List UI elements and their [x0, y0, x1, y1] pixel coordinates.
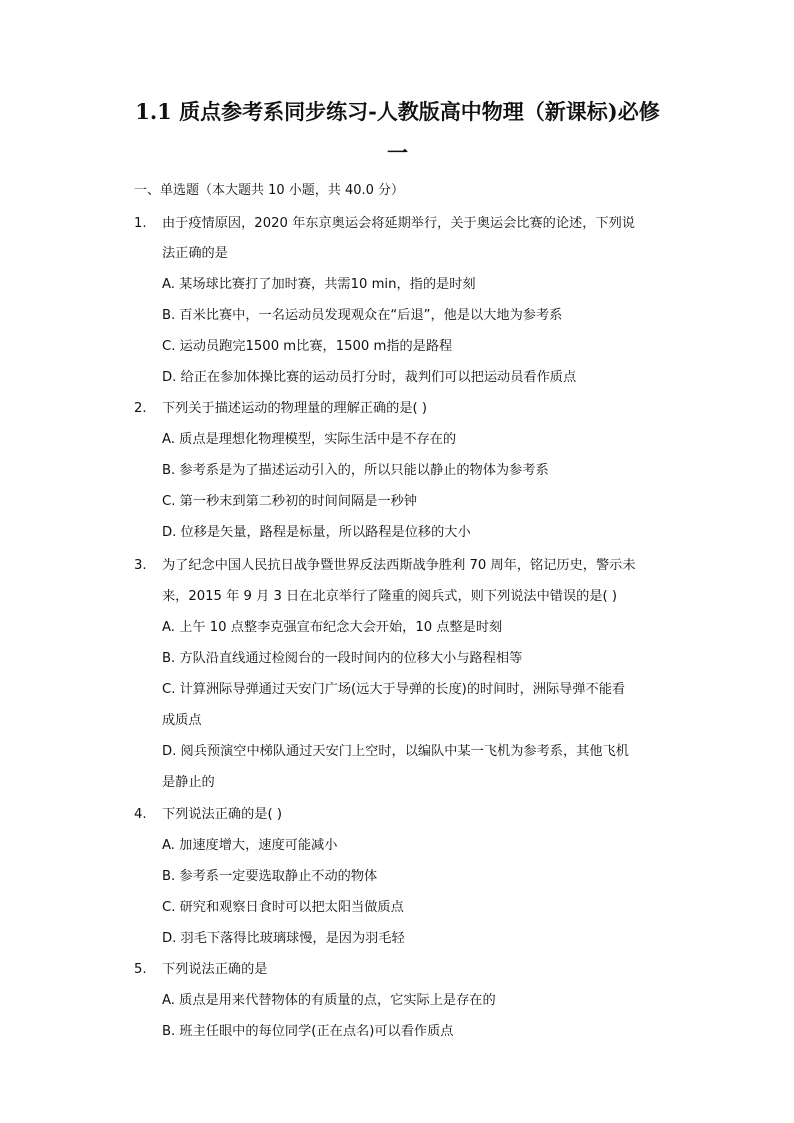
question-number: 3. [134, 558, 147, 573]
option-a: A. 加速度增大，速度可能减小 [162, 838, 338, 853]
question-text: 下列关于描述运动的物理量的理解正确的是( ) [162, 401, 428, 416]
question-text: 法正确的是 [162, 246, 228, 261]
option-b: B. 百米比赛中，一名运动员发现观众在“后退”，他是以大地为参考系 [162, 308, 563, 323]
option-d: D. 羽毛下落得比玻璃球慢，是因为羽毛轻 [162, 931, 405, 946]
option-b: B. 参考系一定要选取静止不动的物体 [162, 869, 378, 884]
section-heading: 一、单选题（本大题共 10 小题，共 40.0 分） [134, 183, 405, 198]
option-c-continued: 成质点 [162, 713, 202, 728]
option-c: C. 计算洲际导弹通过天安门广场(远大于导弹的长度)的时间时，洲际导弹不能看 [162, 682, 626, 697]
option-b: B. 参考系是为了描述运动引入的，所以只能以静止的物体为参考系 [162, 463, 549, 478]
question-number: 4. [134, 807, 147, 822]
question-text: 下列说法正确的是( ) [162, 807, 282, 822]
document-title-continued: 一 [387, 140, 408, 165]
option-b: B. 班主任眼中的每位同学(正在点名)可以看作质点 [162, 1024, 454, 1039]
option-d: D. 阅兵预演空中梯队通过天安门上空时，以编队中某一飞机为参考系，其他飞机 [162, 744, 629, 759]
question-number: 5. [134, 962, 147, 977]
option-a: A. 上午 10 点整李克强宣布纪念大会开始，10 点整是时刻 [162, 620, 503, 635]
question-text: 为了纪念中国人民抗日战争暨世界反法西斯战争胜利 70 周年，铭记历史，警示未 [162, 558, 636, 573]
question-text: 下列说法正确的是 [162, 962, 268, 977]
question-text: 由于疫情原因，2020 年东京奥运会将延期举行，关于奥运会比赛的论述，下列说 [162, 216, 635, 231]
option-d-continued: 是静止的 [162, 775, 215, 790]
question-number: 1. [134, 216, 147, 231]
option-a: A. 某场球比赛打了加时赛，共需10 min，指的是时刻 [162, 277, 476, 292]
option-c: C. 运动员跑完1500 m比赛，1500 m指的是路程 [162, 339, 453, 354]
option-a: A. 质点是用来代替物体的有质量的点，它实际上是存在的 [162, 993, 496, 1008]
option-b: B. 方队沿直线通过检阅台的一段时间内的位移大小与路程相等 [162, 651, 523, 666]
question-number: 2. [134, 401, 147, 416]
option-d: D. 给正在参加体操比赛的运动员打分时，裁判们可以把运动员看作质点 [162, 370, 577, 385]
document-title: 1.1 质点参考系同步练习-人教版高中物理（新课标)必修 [135, 99, 660, 124]
question-text: 来，2015 年 9 月 3 日在北京举行了隆重的阅兵式，则下列说法中错误的是( ) [162, 589, 618, 604]
option-a: A. 质点是理想化物理模型，实际生活中是不存在的 [162, 432, 457, 447]
option-d: D. 位移是矢量，路程是标量，所以路程是位移的大小 [162, 525, 471, 540]
option-c: C. 研究和观察日食时可以把太阳当做质点 [162, 900, 404, 915]
option-c: C. 第一秒末到第二秒初的时间间隔是一秒钟 [162, 494, 417, 509]
